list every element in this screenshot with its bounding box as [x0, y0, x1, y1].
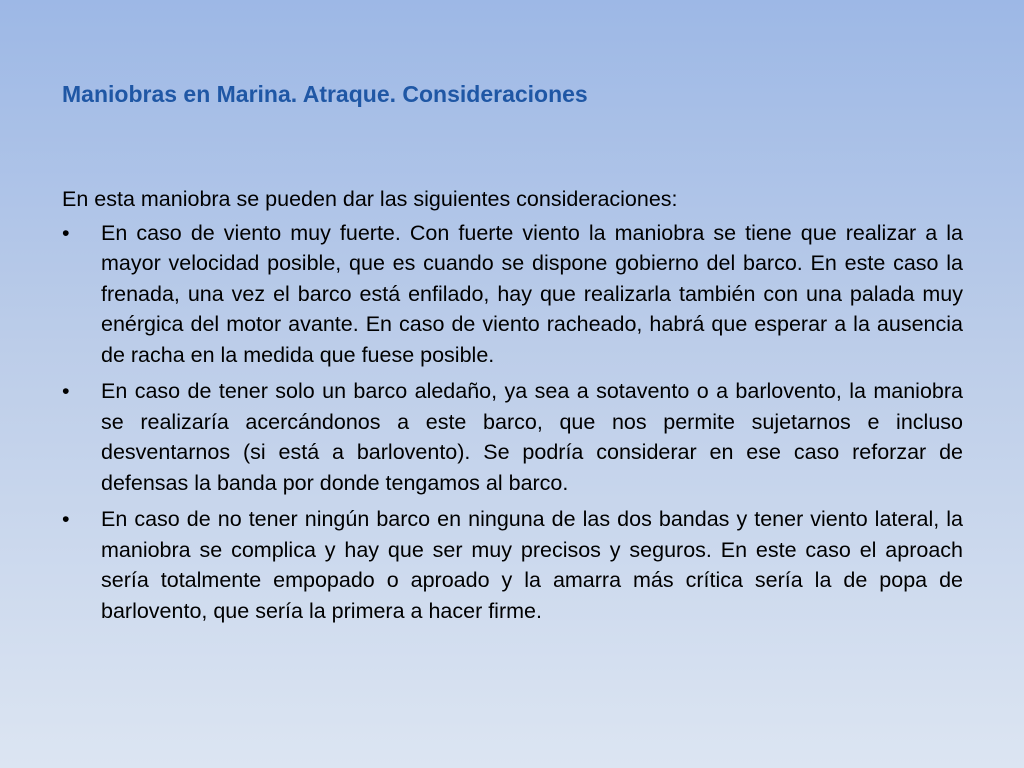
slide-content: [62, 184, 963, 632]
bullet-icon: •: [62, 507, 70, 531]
slide-title: Maniobras en Marina. Atraque. Consideraciones: [62, 81, 588, 107]
bullet-text: En caso de tener solo un barco aledaño, ya sea a sotavento o a barlovento, la maniobra se realizaría acercándonos a este barco, que nos permite sujetarnos e incluso desventarnos (si está a barlovento). Se podría considerar en ese caso reforzar de defensas la banda por donde tengamos al barco.: [101, 379, 963, 495]
bullet-icon: •: [62, 379, 70, 403]
intro-text: En esta maniobra se pueden dar las siguientes consideraciones:: [62, 187, 678, 211]
bullet-text: En caso de viento muy fuerte. Con fuerte viento la maniobra se tiene que realizar a la mayor velocidad posible, que es cuando se dispone gobierno del barco. En este caso la frenada, una vez el barco está enfilado, hay que realizarla también con una palada muy enérgica del motor avante. En caso de viento racheado, habrá que esperar a la ausencia de racha en la medida que fuese posible.: [101, 220, 963, 367]
bullet-icon: •: [62, 220, 70, 245]
bullet-list: [62, 218, 963, 627]
bullet-text: En caso de no tener ningún barco en ninguna de las dos bandas y tener viento lateral, la maniobra se complica y hay que ser muy precisos y seguros. En este caso el aproach sería totalmente empopado o aproado y la amarra más crítica sería la de popa de barlovento, que sería la primera a hacer firme.: [101, 507, 963, 623]
bullet-item: [62, 376, 963, 498]
bullet-item: [62, 504, 963, 626]
bullet-item: [62, 218, 963, 371]
